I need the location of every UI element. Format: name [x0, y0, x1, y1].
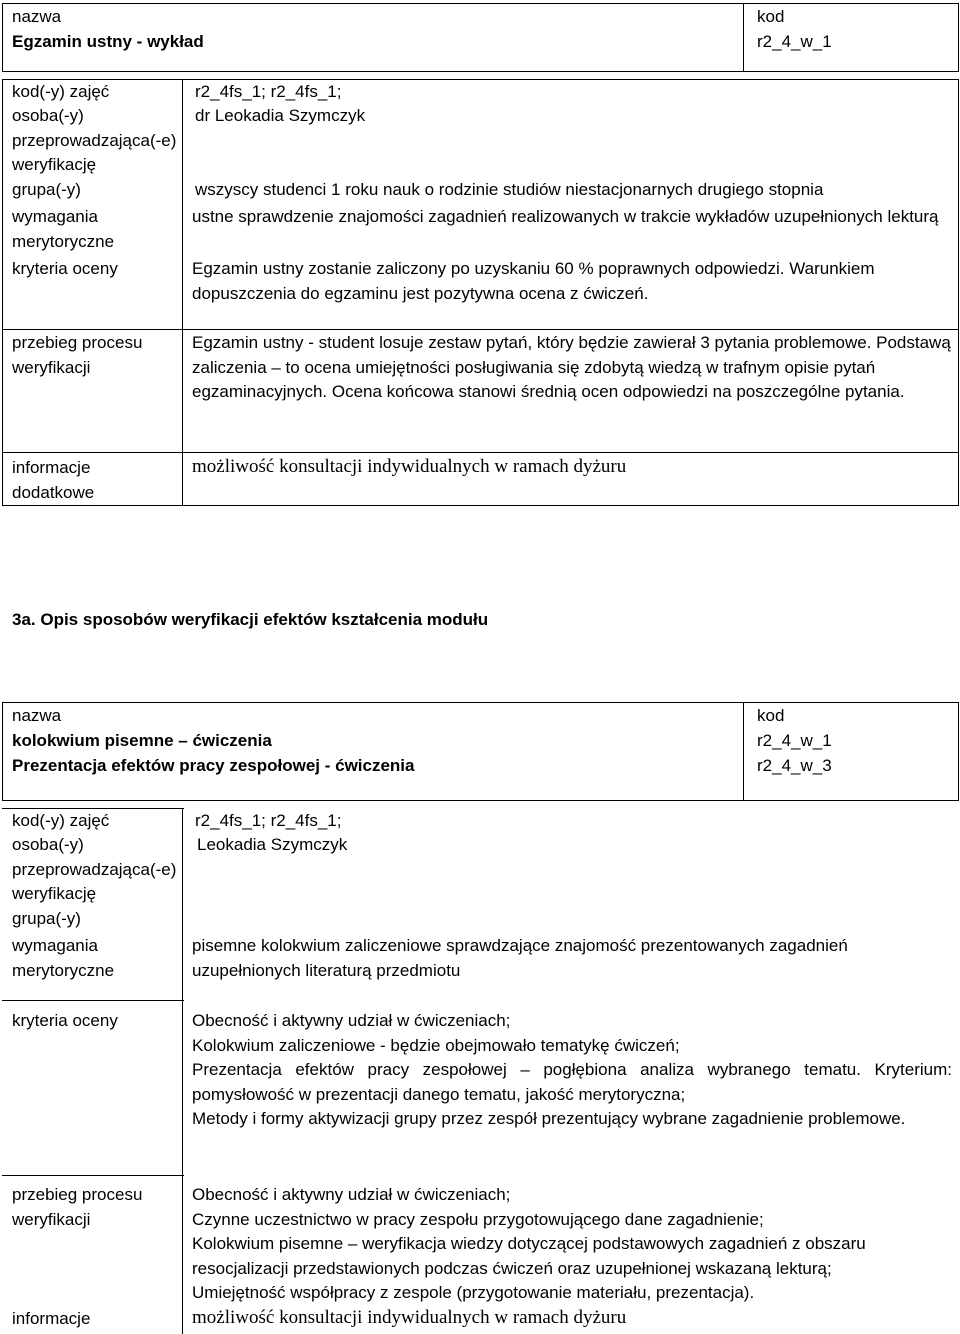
exam1-label-course-codes: kod(-y) zajęć [12, 82, 110, 101]
exam1-code-label: kod [757, 7, 785, 26]
exam1-column-divider [182, 79, 183, 506]
exam1-criteria: Egzamin ustny zostanie zaliczony po uzyskaniu 60 % poprawnych odpowiedzi. Warunkiem dopuszczenia do egzaminu jest pozytywna ocena z ćwiczeń. [192, 259, 875, 303]
exam2-row-divider [2, 1000, 184, 1001]
exam1-header-divider [743, 3, 744, 72]
exam2-examiner: Leokadia Szymczyk [197, 835, 348, 854]
exam1-requirements: ustne sprawdzenie znajomości zagadnień realizowanych w trakcie wykładów uzupełnionych lekturą [192, 207, 939, 226]
exam2-name-label: nazwa [12, 706, 62, 725]
exam2-additional-info: możliwość konsultacji indywidualnych w ramach dyżuru [192, 1307, 627, 1328]
exam2-row-divider [2, 1175, 184, 1176]
exam1-code: r2_4_w_1 [757, 32, 832, 51]
exam2-label-additional-info: informacje [12, 1309, 91, 1328]
exam1-process: Egzamin ustny - student losuje zestaw pytań, który będzie zawierał 3 pytania problemowe. Podstawą zaliczenia – to ocena umiejętności posługiwania się zdobytą wiedzą w trafnym opisie pytań egzaminacyjnych. Ocena końcowa stanowi średnią ocen odpowiedzi na poszczególne pytania. [192, 333, 951, 401]
exam2-criteria-line: Prezentacja efektów pracy zespołowej – pogłębiona analiza wybranego tematu. Kryterium: pomysłowość w prezentacji danego tematu, jakość merytoryczna; [192, 1060, 952, 1104]
exam2-process [192, 1183, 952, 1306]
exam2-criteria-line: Kolokwium zaliczeniowe - będzie obejmowało tematykę ćwiczeń; [192, 1035, 680, 1055]
exam2-code-label: kod [757, 706, 785, 725]
exam2-requirements: pisemne kolokwium zaliczeniowe sprawdzające znajomość prezentowanych zagadnień uzupełnionych literaturą przedmiotu [192, 936, 848, 980]
exam1-label-requirements: wymagania merytoryczne [12, 207, 115, 251]
exam1-label-groups: grupa(-y) [12, 180, 81, 199]
exam2-process-line: Umiejętność współpracy z zespole (przygotowanie materiału, prezentacja). [192, 1283, 755, 1302]
exam2-code-line1: r2_4_w_1 [757, 731, 832, 750]
exam2-criteria-line: Obecność i aktywny udział w ćwiczeniach; [192, 1011, 511, 1030]
exam2-process-line: Czynne uczestnictwo w pracy zespołu przygotowującego dane zagadnienie; [192, 1209, 764, 1229]
exam2-criteria-line: Metody i formy aktywizacji grupy przez zespół prezentujący wybrane zagadnienie problemowe. [192, 1109, 906, 1128]
exam2-column-divider [182, 808, 183, 1334]
exam2-course-codes: r2_4fs_1; r2_4fs_1; [195, 811, 342, 830]
exam2-process-line: Kolokwium pisemne – weryfikacja wiedzy dotyczącej podstawowych zagadnień z obszaru resocjalizacji przedstawionych podczas ćwiczeń oraz uzupełnionej wskazaną lekturą; [192, 1234, 866, 1278]
exam2-header-divider [743, 702, 744, 801]
exam1-label-examiner: osoba(-y) przeprowadzająca(-e) weryfikację [12, 106, 177, 174]
exam2-label-course-codes: kod(-y) zajęć [12, 811, 110, 830]
exam2-code-line2: r2_4_w_3 [757, 756, 832, 775]
exam2-criteria [192, 1009, 952, 1132]
section-heading: 3a. Opis sposobów weryfikacji efektów kształcenia modułu [12, 610, 489, 629]
exam2-label-requirements: wymagania merytoryczne [12, 936, 115, 980]
exam1-label-additional-info: informacje dodatkowe [12, 458, 95, 502]
exam1-additional-info: możliwość konsultacji indywidualnych w ramach dyżuru [192, 456, 627, 477]
exam1-course-codes: r2_4fs_1; r2_4fs_1; [195, 82, 342, 101]
exam2-label-groups: grupa(-y) [12, 909, 81, 928]
exam1-label-process: przebieg procesu weryfikacji [12, 333, 143, 377]
exam1-name: Egzamin ustny - wykład [12, 32, 204, 51]
exam1-label-criteria: kryteria oceny [12, 259, 118, 278]
exam2-label-examiner: osoba(-y) przeprowadzająca(-e) weryfikację [12, 835, 177, 903]
exam1-row-divider [2, 452, 959, 453]
exam1-row-divider [2, 329, 959, 330]
exam2-label-criteria: kryteria oceny [12, 1011, 118, 1030]
exam2-name-line2: Prezentacja efektów pracy zespołowej - ćwiczenia [12, 756, 415, 775]
exam1-groups: wszyscy studenci 1 roku nauk o rodzinie studiów niestacjonarnych drugiego stopnia [195, 180, 824, 199]
exam2-name-line1: kolokwium pisemne – ćwiczenia [12, 731, 272, 750]
exam2-process-line: Obecność i aktywny udział w ćwiczeniach; [192, 1185, 511, 1204]
exam2-label-process: przebieg procesu weryfikacji [12, 1185, 143, 1229]
exam1-name-label: nazwa [12, 7, 62, 26]
exam1-examiner: dr Leokadia Szymczyk [195, 106, 366, 125]
